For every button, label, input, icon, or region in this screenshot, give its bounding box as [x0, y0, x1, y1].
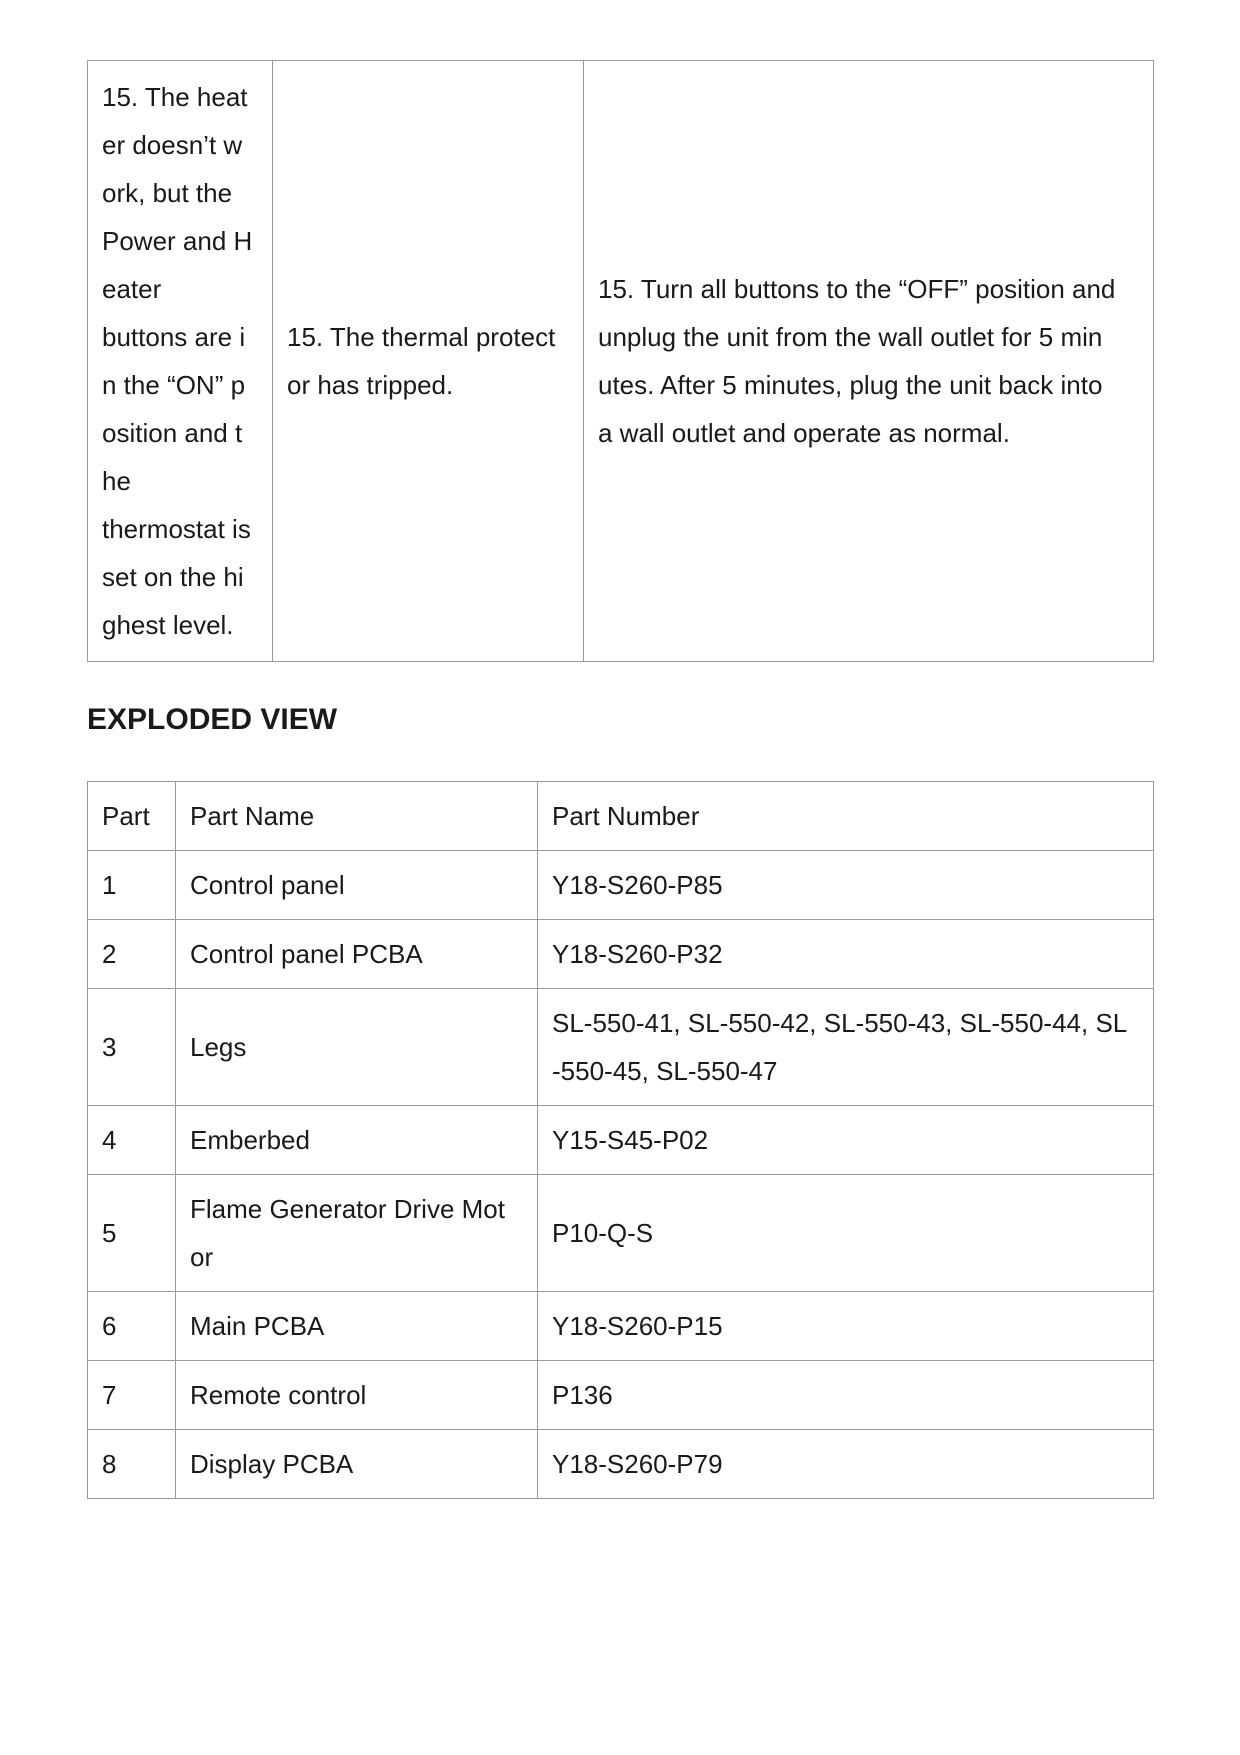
part-cell: 1 — [88, 851, 176, 920]
part-name-cell: Display PCBA — [176, 1430, 538, 1499]
table-row — [88, 1361, 1154, 1430]
part-number-cell: Y18-S260-P79 — [538, 1430, 1154, 1499]
table-row — [88, 920, 1154, 989]
part-cell: 7 — [88, 1361, 176, 1430]
problem-cell: 15. The heat er doesn’t w ork, but the Power and H eater buttons are i n the “ON” p osition and t he thermostat is set on the hi ghest level. — [88, 61, 273, 662]
part-cell: 6 — [88, 1292, 176, 1361]
solution-cell: 15. Turn all buttons to the “OFF” position and unplug the unit from the wall outlet for 5 min utes. After 5 minutes, plug the unit back into a wall outlet and operate as normal. — [584, 61, 1154, 662]
table-row — [88, 61, 1154, 662]
part-number-cell: Y18-S260-P32 — [538, 920, 1154, 989]
table-row — [88, 1175, 1154, 1292]
part-name-cell: Emberbed — [176, 1106, 538, 1175]
cause-cell: 15. The thermal protect or has tripped. — [273, 61, 584, 662]
part-name-cell: Flame Generator Drive Mot or — [176, 1175, 538, 1292]
header-part-number: Part Number — [538, 782, 1154, 851]
part-number-cell: SL-550-41, SL-550-42, SL-550-43, SL-550-44, SL -550-45, SL-550-47 — [538, 989, 1154, 1106]
table-row — [88, 1292, 1154, 1361]
table-row — [88, 1430, 1154, 1499]
part-number-cell: Y18-S260-P15 — [538, 1292, 1154, 1361]
part-name-cell: Main PCBA — [176, 1292, 538, 1361]
part-number-cell: P136 — [538, 1361, 1154, 1430]
part-name-cell: Remote control — [176, 1361, 538, 1430]
header-part-name: Part Name — [176, 782, 538, 851]
part-number-cell: Y15-S45-P02 — [538, 1106, 1154, 1175]
table-header-row — [88, 782, 1154, 851]
table-row — [88, 989, 1154, 1106]
part-name-cell: Legs — [176, 989, 538, 1106]
table-row — [88, 851, 1154, 920]
part-name-cell: Control panel PCBA — [176, 920, 538, 989]
parts-table — [87, 781, 1154, 1499]
part-cell: 8 — [88, 1430, 176, 1499]
part-cell: 2 — [88, 920, 176, 989]
table-row — [88, 1106, 1154, 1175]
part-cell: 3 — [88, 989, 176, 1106]
part-name-cell: Control panel — [176, 851, 538, 920]
part-number-cell: Y18-S260-P85 — [538, 851, 1154, 920]
section-heading: EXPLODED VIEW — [87, 703, 338, 736]
part-cell: 5 — [88, 1175, 176, 1292]
troubleshooting-table — [87, 60, 1154, 662]
part-number-cell: P10-Q-S — [538, 1175, 1154, 1292]
header-part: Part — [88, 782, 176, 851]
part-cell: 4 — [88, 1106, 176, 1175]
